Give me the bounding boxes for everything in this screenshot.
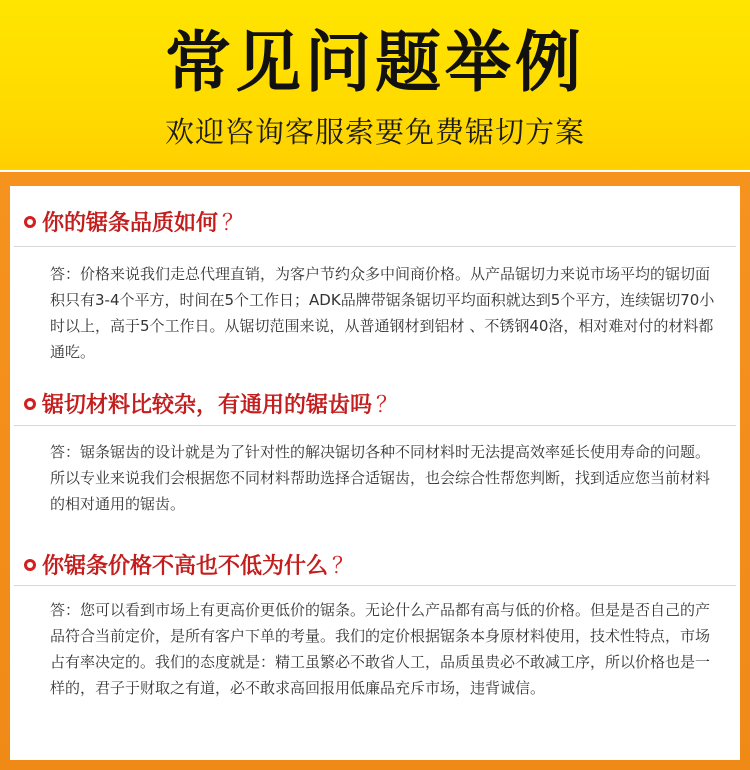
faq-answer-2: 答：锯条锯齿的设计就是为了针对性的解决锯切各种不同材料时无法提高效率延长使用寿命的问题。所以专业来说我们会根据您不同材料帮助选择合适锯齿，也会综合性帮您判断，找到适应您当前材料的相对通用的锯齿。 — [50, 443, 711, 513]
question-mark: ？ — [332, 554, 355, 579]
question-text: 你锯条价格不高也不低为什么 — [42, 554, 329, 579]
faq-answer-3: 答：您可以看到市场上有更高价更低价的锯条。无论什么产品都有高与低的价格。但是是否自己的产品符合当前定价，是所有客户下单的考量。我们的定价根据锯条本身原材料使用，技术性特点，市场占有率决定的。我们的态度就是：精工虽繁必不敢省人工，品质虽贵必不敢减工序，所以价格也是一样的，君子于财取之有道，必不敢求高回报用低廉品充斥市场，违背诚信。 — [50, 601, 711, 697]
bullet-icon — [24, 398, 36, 410]
divider — [14, 585, 736, 586]
divider — [14, 425, 736, 426]
question-text: 你的锯条品质如何 — [42, 211, 219, 236]
divider — [14, 246, 736, 247]
page-subtitle: 欢迎咨询客服索要免费锯切方案 — [164, 115, 585, 149]
faq-answer-1: 答：价格来说我们走总代理直销，为客户节约众多中间商价格。从产品锯切力来说市场平均的锯切面积只有3-4个平方，时间在5个工作日；ADK品牌带锯条锯切平均面积就达到5个平方，连续锯切70小时以上，高于5个工作日。从锯切范围来说，从普通钢材到铝材 、不锈钢40洛，相对难对付的材料都通吃。 — [50, 265, 715, 361]
faq-question-1 — [24, 206, 244, 237]
bullet-icon — [24, 559, 36, 571]
bullet-icon — [24, 216, 36, 228]
question-text: 锯切材料比较杂，有通用的锯齿吗 — [42, 393, 373, 418]
header-banner — [0, 0, 750, 170]
page-title: 常见问题举例 — [165, 24, 585, 101]
faq-question-3 — [24, 549, 354, 580]
faq-question-2 — [24, 388, 398, 419]
question-mark: ？ — [222, 211, 245, 236]
question-mark: ？ — [376, 393, 399, 418]
